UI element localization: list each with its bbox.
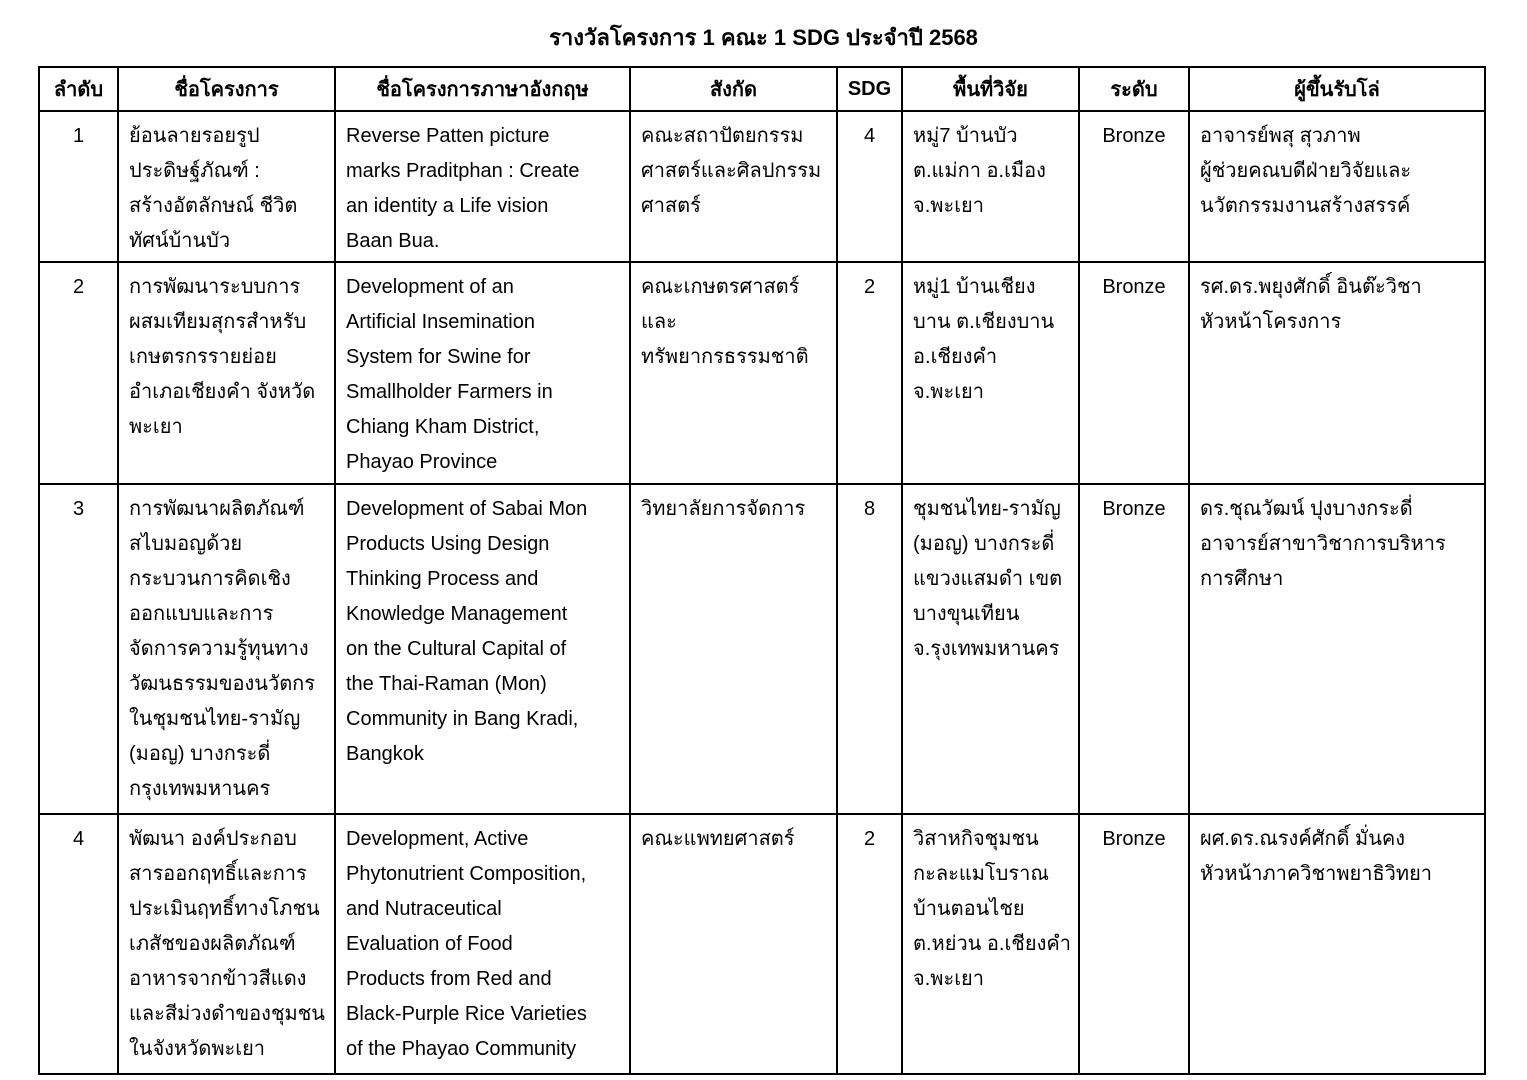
- cell-line: Thinking Process and: [346, 568, 539, 590]
- cell-level: Bronze: [1079, 262, 1189, 484]
- page-title: รางวัลโครงการ 1 คณะ 1 SDG ประจำปี 2568: [549, 25, 978, 50]
- cell-line: and Nutraceutical: [346, 898, 502, 920]
- cell-line: ชุมชนไทย-รามัญ: [913, 498, 1061, 520]
- column-header-area: พื้นที่วิจัย: [902, 67, 1079, 111]
- column-header-name_th: ชื่อโครงการ: [118, 67, 335, 111]
- cell-line: บ้านตอนไชย: [913, 898, 1025, 920]
- cell-line: Black-Purple Rice Varieties: [346, 1003, 587, 1025]
- cell-line: of the Phayao Community: [346, 1038, 577, 1060]
- cell-line: คณะเกษตรศาสตร์: [641, 276, 800, 298]
- cell-line: การศึกษา: [1200, 568, 1284, 590]
- cell-line: และสีม่วงดำของชุมชน: [129, 1003, 325, 1025]
- cell-line: ต.แม่กา อ.เมือง: [913, 160, 1046, 182]
- cell-line: ทรัพยากรธรรมชาติ: [641, 346, 809, 368]
- cell-recipient: [1189, 484, 1485, 814]
- cell-line: วิทยาลัยการจัดการ: [641, 498, 806, 520]
- cell-area: [902, 111, 1079, 262]
- cell-name_en: [335, 814, 630, 1074]
- cell-line: marks Praditphan : Create: [346, 160, 580, 182]
- cell-line: อาหารจากข้าวสีแดง: [129, 968, 307, 990]
- cell-line: หัวหน้าโครงการ: [1200, 311, 1342, 333]
- cell-line: Products from Red and: [346, 968, 552, 990]
- cell-line: กะละแมโบราณ: [913, 863, 1049, 885]
- cell-line: พะเยา: [129, 416, 183, 438]
- cell-line: Baan Bua.: [346, 230, 440, 252]
- cell-affiliation: [630, 814, 837, 1074]
- cell-affiliation: [630, 484, 837, 814]
- column-header-sdg: SDG: [837, 67, 902, 111]
- table-row: [39, 814, 1485, 1074]
- cell-line: Bangkok: [346, 743, 424, 765]
- column-header-no: ลำดับ: [39, 67, 118, 111]
- cell-line: ในชุมชนไทย-รามัญ: [129, 708, 301, 730]
- cell-line: อาจารย์สาขาวิชาการบริหาร: [1200, 533, 1446, 555]
- cell-affiliation: [630, 111, 837, 262]
- cell-line: จัดการความรู้ทุนทาง: [129, 638, 309, 660]
- cell-name_th: [118, 484, 335, 814]
- cell-line: ออกแบบและการ: [129, 603, 274, 625]
- table-row: [39, 484, 1485, 814]
- cell-line: สารออกฤทธิ์และการ: [129, 863, 307, 885]
- cell-line: Smallholder Farmers in: [346, 381, 553, 403]
- cell-line: จ.รุงเทพมหานคร: [913, 638, 1060, 660]
- cell-line: สร้างอัตลักษณ์ ชีวิต: [129, 195, 298, 217]
- cell-line: Artificial Insemination: [346, 311, 535, 333]
- table-body: [39, 111, 1485, 1074]
- table-row: [39, 262, 1485, 484]
- cell-recipient: [1189, 814, 1485, 1074]
- cell-line: การพัฒนาระบบการ: [129, 276, 301, 298]
- cell-line: หมู่7 บ้านบัว: [913, 125, 1018, 147]
- cell-line: on the Cultural Capital of: [346, 638, 567, 660]
- column-header-name_en: ชื่อโครงการภาษาอังกฤษ: [335, 67, 630, 111]
- cell-name_en: [335, 111, 630, 262]
- cell-affiliation: [630, 262, 837, 484]
- cell-line: และ: [641, 311, 677, 333]
- cell-line: นวัตกรรมงานสร้างสรรค์: [1200, 195, 1411, 217]
- column-header-affiliation: สังกัด: [630, 67, 837, 111]
- cell-line: Knowledge Management: [346, 603, 568, 625]
- table-row: [39, 111, 1485, 262]
- cell-line: วิสาหกิจชุมชน: [913, 828, 1039, 850]
- cell-name_en: [335, 262, 630, 484]
- cell-line: กรุงเทพมหานคร: [129, 778, 271, 800]
- cell-line: จ.พะเยา: [913, 381, 984, 403]
- cell-line: Evaluation of Food: [346, 933, 513, 955]
- cell-line: Community in Bang Kradi,: [346, 708, 579, 730]
- cell-line: ในจังหวัดพะเยา: [129, 1038, 266, 1060]
- cell-line: Development of Sabai Mon: [346, 498, 588, 520]
- cell-line: อาจารย์พสุ สุวภาพ: [1200, 125, 1361, 147]
- cell-line: จ.พะเยา: [913, 195, 984, 217]
- cell-line: Reverse Patten picture: [346, 125, 550, 147]
- cell-line: ประเมินฤทธิ์ทางโภชน: [129, 898, 320, 920]
- cell-no: 4: [39, 814, 118, 1074]
- header-row: [39, 67, 1485, 111]
- cell-line: (มอญ) บางกระดี่: [913, 533, 1055, 555]
- cell-line: อ.เชียงคำ: [913, 346, 998, 368]
- cell-recipient: [1189, 262, 1485, 484]
- cell-line: เภสัชของผลิตภัณฑ์: [129, 933, 296, 955]
- cell-line: ผู้ช่วยคณบดีฝ่ายวิจัยและ: [1200, 160, 1412, 182]
- cell-line: ทัศน์บ้านบัว: [129, 230, 231, 252]
- cell-line: Phayao Province: [346, 451, 498, 473]
- cell-line: กระบวนการคิดเชิง: [129, 568, 291, 590]
- cell-line: Chiang Kham District,: [346, 416, 540, 438]
- cell-line: คณะแพทยศาสตร์: [641, 828, 795, 850]
- cell-line: Development of an: [346, 276, 514, 298]
- cell-line: Development, Active: [346, 828, 529, 850]
- cell-line: หมู่1 บ้านเชียง: [913, 276, 1036, 298]
- cell-level: Bronze: [1079, 484, 1189, 814]
- cell-line: บาน ต.เชียงบาน: [913, 311, 1055, 333]
- cell-line: ศาสตร์: [641, 195, 701, 217]
- cell-line: ย้อนลายรอยรูป: [129, 125, 260, 147]
- cell-recipient: [1189, 111, 1485, 262]
- cell-line: จ.พะเยา: [913, 968, 984, 990]
- cell-line: ประดิษฐ์ภัณฑ์ :: [129, 160, 260, 182]
- cell-no: 1: [39, 111, 118, 262]
- column-header-level: ระดับ: [1079, 67, 1189, 111]
- cell-line: System for Swine for: [346, 346, 531, 368]
- table-header: [39, 67, 1485, 111]
- awards-table: [38, 66, 1486, 1075]
- cell-line: ศาสตร์และศิลปกรรม: [641, 160, 822, 182]
- cell-line: เกษตรกรรายย่อย: [129, 346, 277, 368]
- cell-line: an identity a Life vision: [346, 195, 549, 217]
- cell-line: ผสมเทียมสุกรสำหรับ: [129, 311, 307, 333]
- cell-sdg: 4: [837, 111, 902, 262]
- cell-line: อำเภอเชียงคำ จังหวัด: [129, 381, 316, 403]
- cell-line: วัฒนธรรมของนวัตกร: [129, 673, 316, 695]
- cell-line: คณะสถาปัตยกรรม: [641, 125, 804, 147]
- cell-line: (มอญ) บางกระดี่: [129, 743, 271, 765]
- cell-line: ดร.ชุณวัฒน์ ปุงบางกระดี่: [1200, 498, 1413, 520]
- cell-area: [902, 814, 1079, 1074]
- cell-line: รศ.ดร.พยุงศักดิ์ อินต๊ะวิชา: [1200, 276, 1422, 298]
- cell-line: ต.หย่วน อ.เชียงคำ: [913, 933, 1071, 955]
- cell-area: [902, 262, 1079, 484]
- cell-sdg: 8: [837, 484, 902, 814]
- cell-area: [902, 484, 1079, 814]
- cell-line: พัฒนา องค์ประกอบ: [129, 828, 297, 850]
- cell-level: Bronze: [1079, 111, 1189, 262]
- cell-line: สไบมอญด้วย: [129, 533, 243, 555]
- cell-sdg: 2: [837, 262, 902, 484]
- cell-line: หัวหน้าภาควิชาพยาธิวิทยา: [1200, 863, 1433, 885]
- cell-level: Bronze: [1079, 814, 1189, 1074]
- cell-line: แขวงแสมดำ เขต: [913, 568, 1063, 590]
- cell-no: 3: [39, 484, 118, 814]
- cell-no: 2: [39, 262, 118, 484]
- cell-line: Products Using Design: [346, 533, 550, 555]
- cell-line: the Thai-Raman (Mon): [346, 673, 547, 695]
- cell-sdg: 2: [837, 814, 902, 1074]
- cell-name_th: [118, 814, 335, 1074]
- cell-line: ผศ.ดร.ณรงค์ศักดิ์ มั่นคง: [1200, 828, 1406, 850]
- cell-name_en: [335, 484, 630, 814]
- cell-line: บางขุนเทียน: [913, 603, 1020, 625]
- cell-line: Phytonutrient Composition,: [346, 863, 587, 885]
- cell-line: การพัฒนาผลิตภัณฑ์: [129, 498, 305, 520]
- cell-name_th: [118, 111, 335, 262]
- column-header-recipient: ผู้ขึ้นรับโล่: [1189, 67, 1485, 111]
- cell-name_th: [118, 262, 335, 484]
